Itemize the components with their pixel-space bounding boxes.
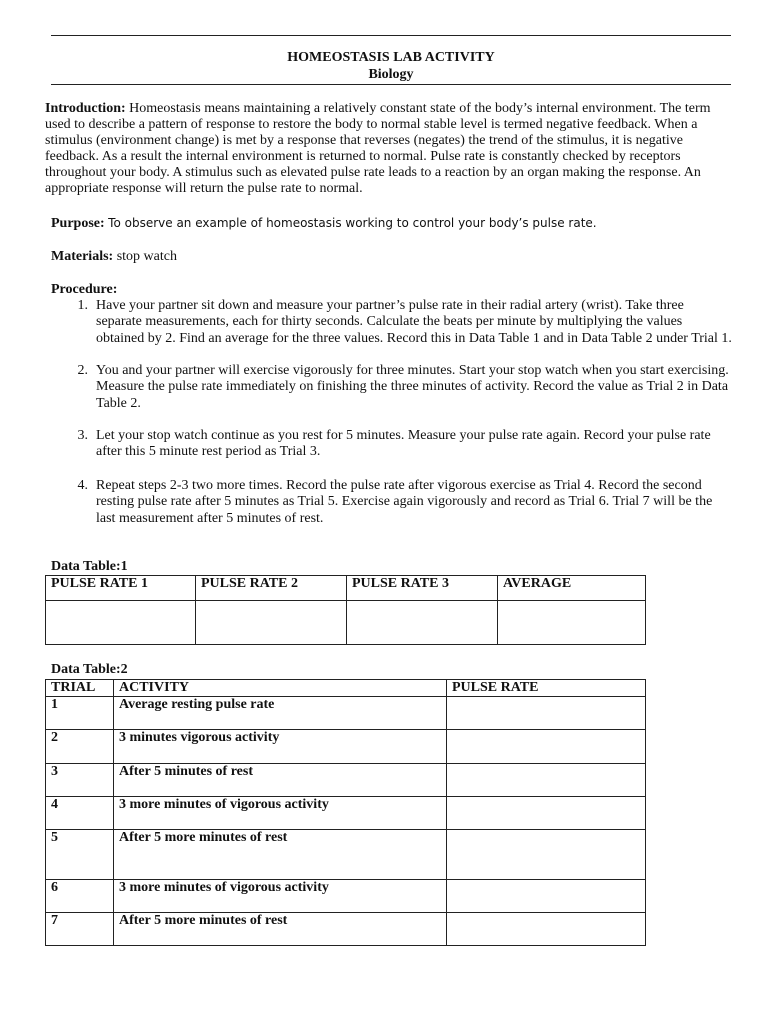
step-number: 4. bbox=[77, 478, 88, 493]
procedure-step-1 bbox=[96, 298, 732, 347]
pulse-rate-cell[interactable] bbox=[447, 880, 646, 913]
average-cell[interactable] bbox=[498, 601, 646, 645]
data-table-1-caption: Data Table:1 bbox=[51, 559, 128, 574]
activity-cell: Average resting pulse rate bbox=[114, 697, 447, 730]
step-number: 2. bbox=[77, 363, 88, 378]
introduction-paragraph bbox=[45, 101, 733, 197]
data-table-2-caption: Data Table:2 bbox=[51, 662, 128, 677]
pulse-rate-cell[interactable] bbox=[447, 830, 646, 880]
top-rule bbox=[51, 35, 731, 36]
procedure-step-text: You and your partner will exercise vigorously for three minutes. Start your stop watch when you start exercising. Measure the pulse rate immediately on finishing the three minutes of activity. Record the value as Trial 2 in Data Table 2. bbox=[96, 363, 729, 411]
page-title: HOMEOSTASIS LAB ACTIVITY bbox=[287, 50, 495, 65]
data-table-1 bbox=[45, 575, 646, 645]
procedure-heading: Procedure: bbox=[51, 282, 118, 297]
pulse-rate-cell[interactable] bbox=[447, 913, 646, 946]
procedure-step-3 bbox=[96, 428, 732, 461]
pulse-rate-cell[interactable] bbox=[447, 730, 646, 764]
activity-cell: After 5 more minutes of rest bbox=[114, 830, 447, 880]
activity-cell: 3 more minutes of vigorous activity bbox=[114, 880, 447, 913]
activity-cell: After 5 minutes of rest bbox=[114, 764, 447, 797]
pulse-rate-cell[interactable] bbox=[447, 764, 646, 797]
purpose-text: To observe an example of homeostasis working to control your body’s pulse rate. bbox=[108, 216, 597, 230]
table-header: AVERAGE bbox=[498, 576, 646, 601]
table-row bbox=[46, 797, 646, 830]
table-row bbox=[46, 830, 646, 880]
table-row bbox=[46, 880, 646, 913]
table-header: PULSE RATE 3 bbox=[347, 576, 498, 601]
procedure-step-text: Repeat steps 2-3 two more times. Record the pulse rate after vigorous exercise as Trial 4. Record the second resting pulse rate after 5 minutes as Trial 5. Exercise again vigorously and record as Trial 6. Trial 7 will be the last measurement after 5 minutes of rest. bbox=[96, 478, 713, 526]
data-table-2 bbox=[45, 679, 646, 946]
table-header: ACTIVITY bbox=[114, 680, 447, 697]
table-row bbox=[46, 913, 646, 946]
step-number: 3. bbox=[77, 428, 88, 443]
pulse-rate-3-cell[interactable] bbox=[347, 601, 498, 645]
pulse-rate-1-cell[interactable] bbox=[46, 601, 196, 645]
table-row bbox=[46, 730, 646, 764]
pulse-rate-cell[interactable] bbox=[447, 797, 646, 830]
procedure-step-2 bbox=[96, 363, 732, 412]
purpose-label: Purpose: bbox=[51, 216, 105, 231]
introduction-label: Introduction: bbox=[45, 101, 126, 116]
activity-cell: 3 minutes vigorous activity bbox=[114, 730, 447, 764]
activity-cell: 3 more minutes of vigorous activity bbox=[114, 797, 447, 830]
activity-cell: After 5 more minutes of rest bbox=[114, 913, 447, 946]
procedure-step-text: Have your partner sit down and measure your partner’s pulse rate in their radial artery (wrist). Take three separate measurements, each for thirty seconds. Calculate the beats per minute by multiplying the values obtained by 2. Find an average for the three values. Record this in Data Table 1 and in Data Table 2 under Trial 1. bbox=[96, 298, 732, 346]
pulse-rate-cell[interactable] bbox=[447, 697, 646, 730]
trial-cell: 1 bbox=[46, 697, 114, 730]
procedure-step-4 bbox=[96, 478, 732, 527]
table-row bbox=[46, 764, 646, 797]
header-rule bbox=[51, 84, 731, 85]
purpose-paragraph bbox=[51, 215, 733, 232]
table-header: PULSE RATE bbox=[447, 680, 646, 697]
trial-cell: 3 bbox=[46, 764, 114, 797]
materials-text: stop watch bbox=[116, 249, 177, 264]
materials-paragraph bbox=[51, 249, 733, 265]
trial-cell: 6 bbox=[46, 880, 114, 913]
trial-cell: 4 bbox=[46, 797, 114, 830]
page-subtitle: Biology bbox=[368, 67, 414, 82]
introduction-text: Homeostasis means maintaining a relatively constant state of the body’s internal environment. The term used to describe a pattern of response to restore the body to normal stable level is termed negative feedback. When a stimulus (environment change) is met by a response that reverses (negates) the trend of the stimulus, it is negative feedback. As a result the internal environment is returned to normal. Pulse rate is constantly checked by receptors throughout your body. A stimulus such as elevated pulse rate leads to a reaction by an organ making the response. An appropriate response will return the pulse rate to normal. bbox=[45, 101, 711, 196]
table-header: PULSE RATE 1 bbox=[46, 576, 196, 601]
procedure-step-text: Let your stop watch continue as you rest for 5 minutes. Measure your pulse rate again. Record your pulse rate after this 5 minute rest period as Trial 3. bbox=[96, 428, 711, 460]
table-header: PULSE RATE 2 bbox=[196, 576, 347, 601]
trial-cell: 5 bbox=[46, 830, 114, 880]
trial-cell: 7 bbox=[46, 913, 114, 946]
trial-cell: 2 bbox=[46, 730, 114, 764]
table-row bbox=[46, 697, 646, 730]
step-number: 1. bbox=[77, 298, 88, 313]
table-header: TRIAL bbox=[46, 680, 114, 697]
pulse-rate-2-cell[interactable] bbox=[196, 601, 347, 645]
materials-label: Materials: bbox=[51, 249, 114, 264]
